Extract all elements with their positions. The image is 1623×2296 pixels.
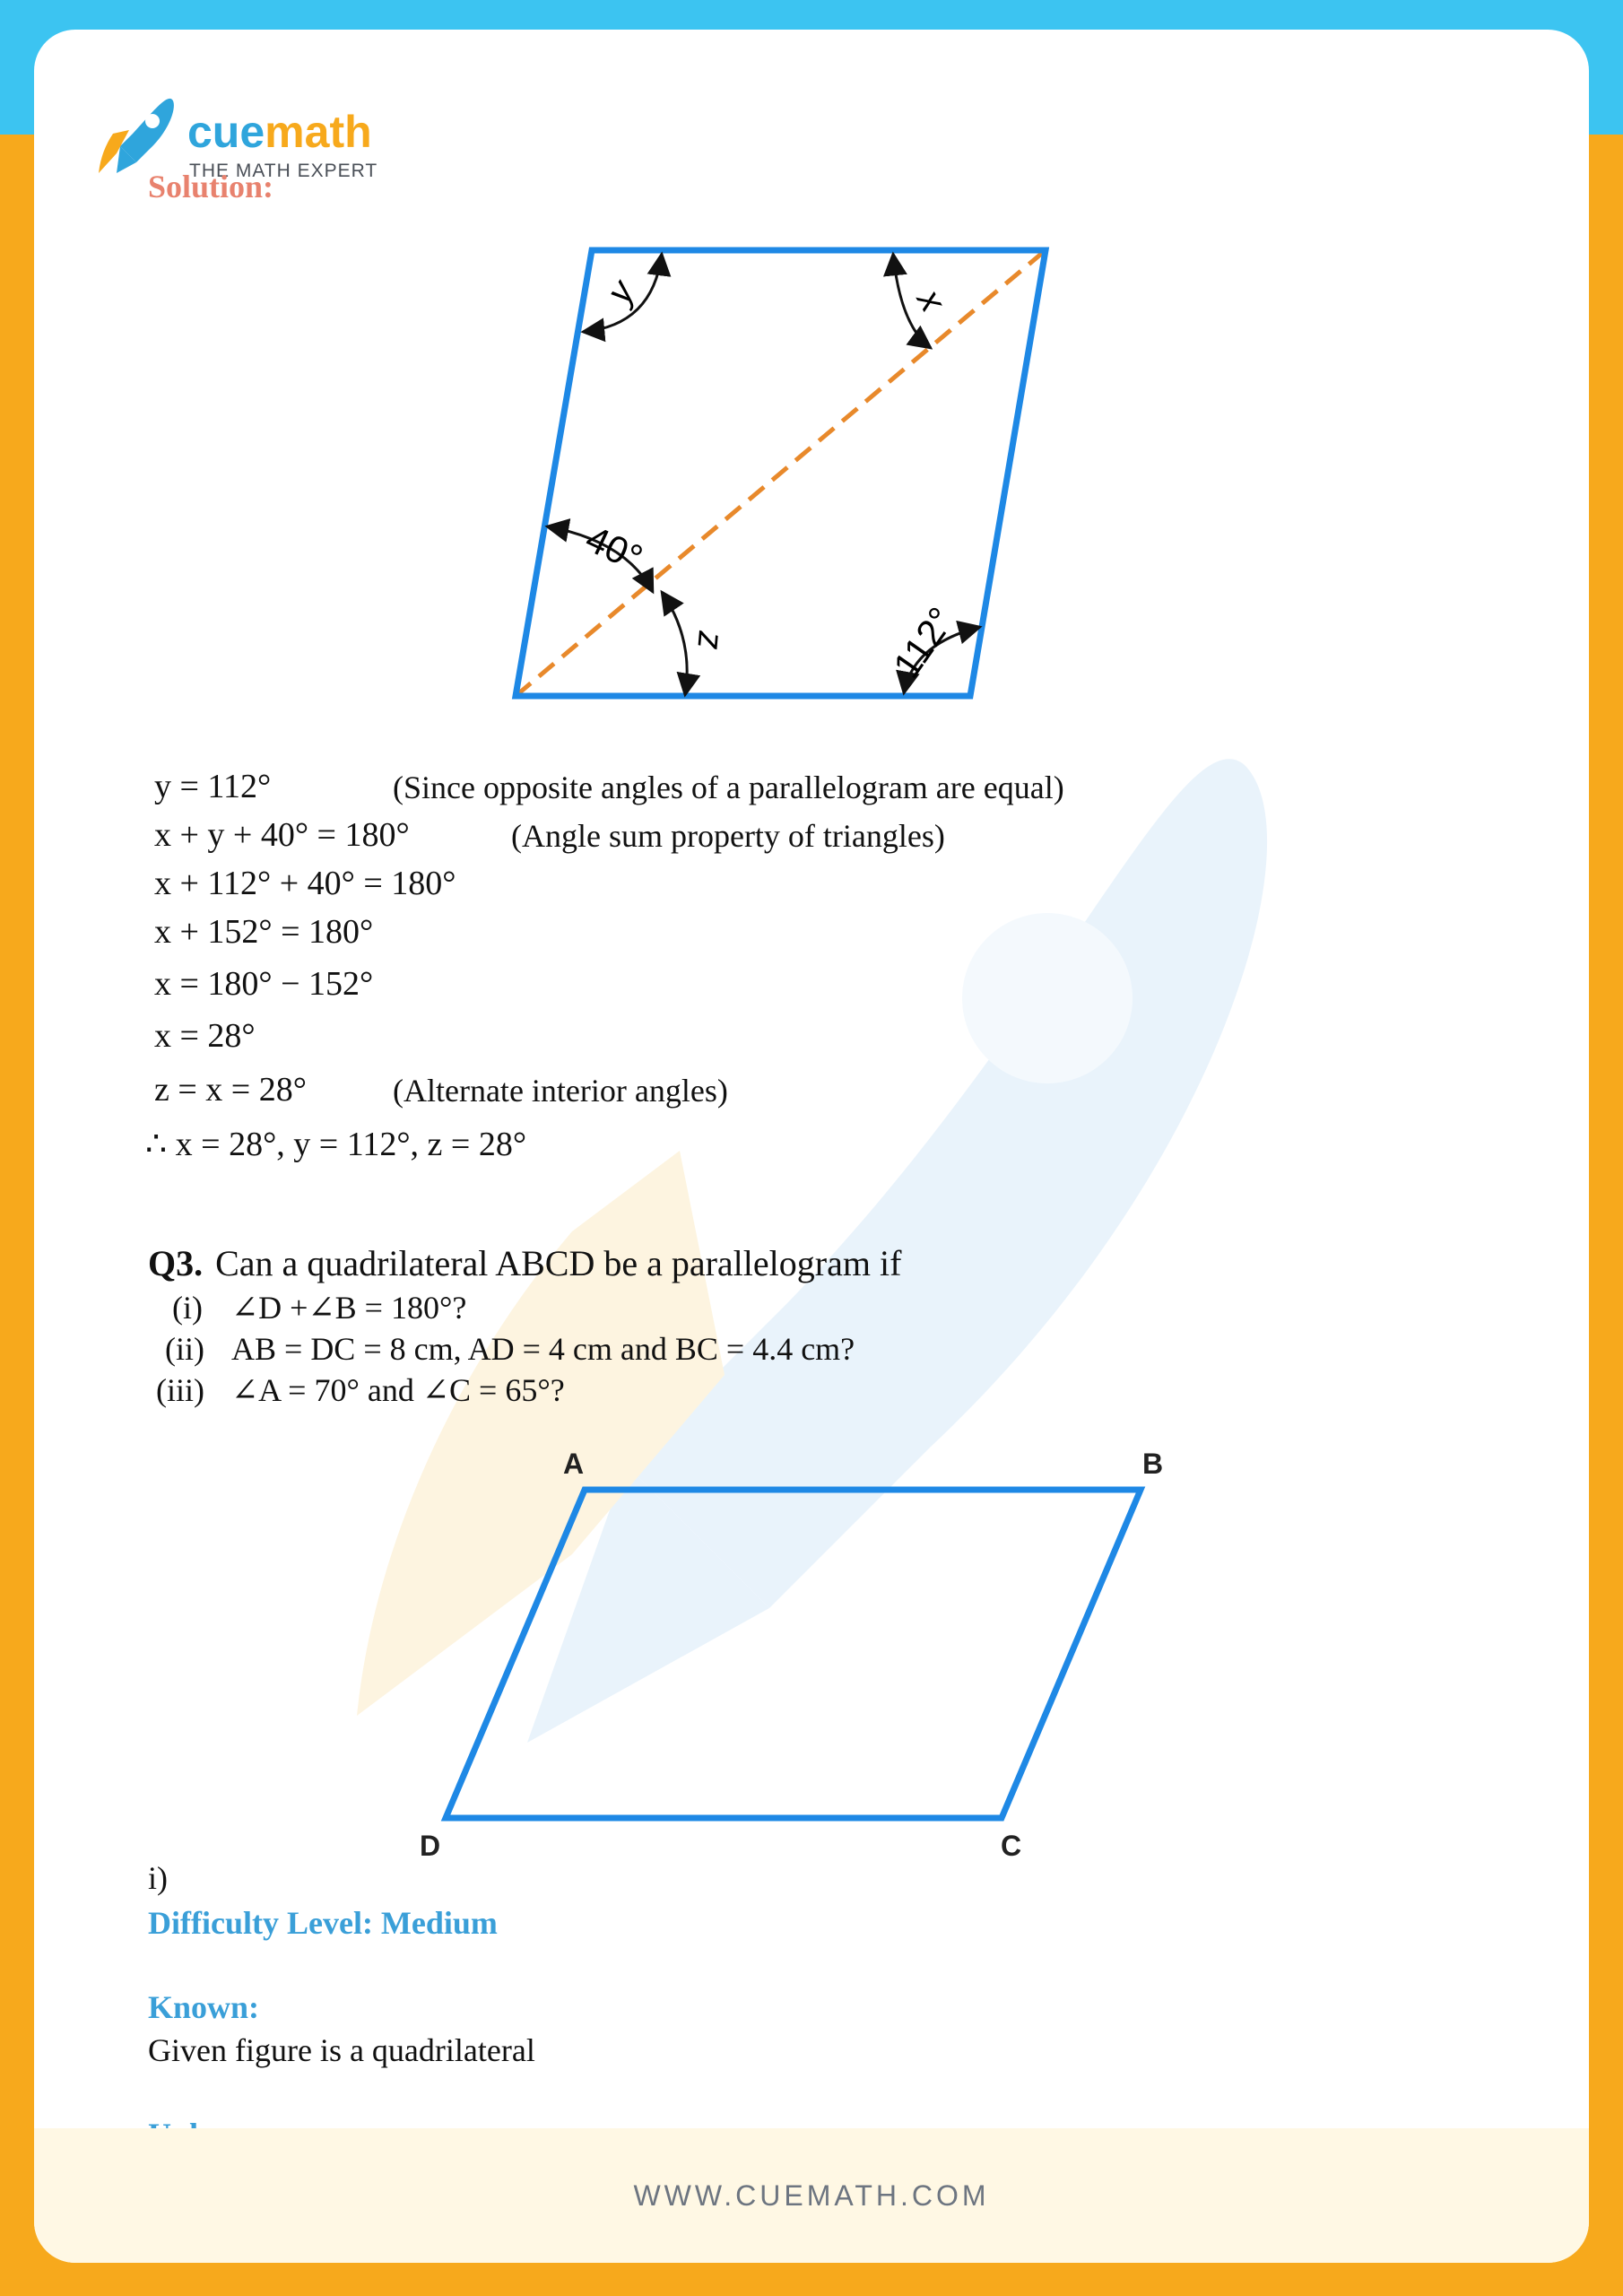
angle-112-label: 112°	[884, 599, 963, 686]
footer-band	[34, 2128, 1589, 2263]
question-item-iii-text: ∠A = 70° and ∠C = 65°?	[231, 1372, 565, 1408]
question-number: Q3.	[148, 1243, 204, 1283]
angle-z-arc	[662, 592, 687, 695]
working-line-2-reason: (Angle sum property of triangles)	[511, 818, 945, 854]
question-item-i-label: (i)	[172, 1290, 203, 1326]
parallelogram-abcd-figure	[34, 1411, 1589, 1886]
figure1-diagonal	[516, 250, 1046, 696]
part-label: i)	[148, 1860, 168, 1896]
solution-heading: Solution:	[148, 169, 274, 204]
working-conclusion: ∴ x = 28°, y = 112°, z = 28°	[145, 1126, 527, 1163]
vertex-a-label: A	[563, 1448, 585, 1480]
question-item-ii-label: (ii)	[165, 1331, 204, 1367]
question-text: Can a quadrilateral ABCD be a parallelogram if	[215, 1243, 902, 1283]
working-line-1-math: y = 112°	[154, 768, 272, 805]
working-line-4-math: x + 152° = 180°	[154, 913, 374, 951]
working-line-6-math: x = 28°	[154, 1017, 256, 1055]
working-line-7-reason: (Alternate interior angles)	[393, 1073, 728, 1109]
footer-url[interactable]: WWW.CUEMATH.COM	[633, 2179, 990, 2212]
angle-z-label: z	[690, 630, 731, 651]
working-line-5-math: x = 180° − 152°	[154, 965, 374, 1003]
brand-tagline: THE MATH EXPERT	[189, 161, 378, 181]
figure2-parallelogram	[446, 1490, 1141, 1818]
working-line-7-math: z = x = 28°	[154, 1071, 307, 1109]
page-sheet	[34, 30, 1589, 2263]
vertex-b-label: B	[1142, 1448, 1164, 1480]
known-text: Given figure is a quadrilateral	[148, 2032, 535, 2068]
known-heading: Known:	[148, 1989, 260, 2025]
brand-name-part2: math	[265, 107, 372, 157]
working-line-2-math: x + y + 40° = 180°	[154, 816, 410, 854]
question-item-i-text: ∠D +∠B = 180°?	[231, 1290, 467, 1326]
question-item-iii-label: (iii)	[156, 1372, 204, 1408]
difficulty-level: Difficulty Level: Medium	[148, 1905, 498, 1941]
vertex-c-label: C	[1001, 1830, 1022, 1862]
question-header	[148, 1242, 901, 1284]
angle-y-label: y	[599, 274, 643, 310]
brand-name-part1: cue	[187, 107, 265, 157]
working-line-3-math: x + 112° + 40° = 180°	[154, 865, 456, 902]
angle-x-label: x	[909, 283, 953, 318]
vertex-d-label: D	[420, 1830, 441, 1862]
working-line-1-reason: (Since opposite angles of a parallelogram are equal)	[393, 770, 1064, 805]
angle-40-label: 40°	[579, 517, 649, 579]
parallelogram-angle-figure	[34, 30, 1589, 765]
question-item-ii-text: AB = DC = 8 cm, AD = 4 cm and BC = 4.4 cm?	[231, 1331, 855, 1367]
